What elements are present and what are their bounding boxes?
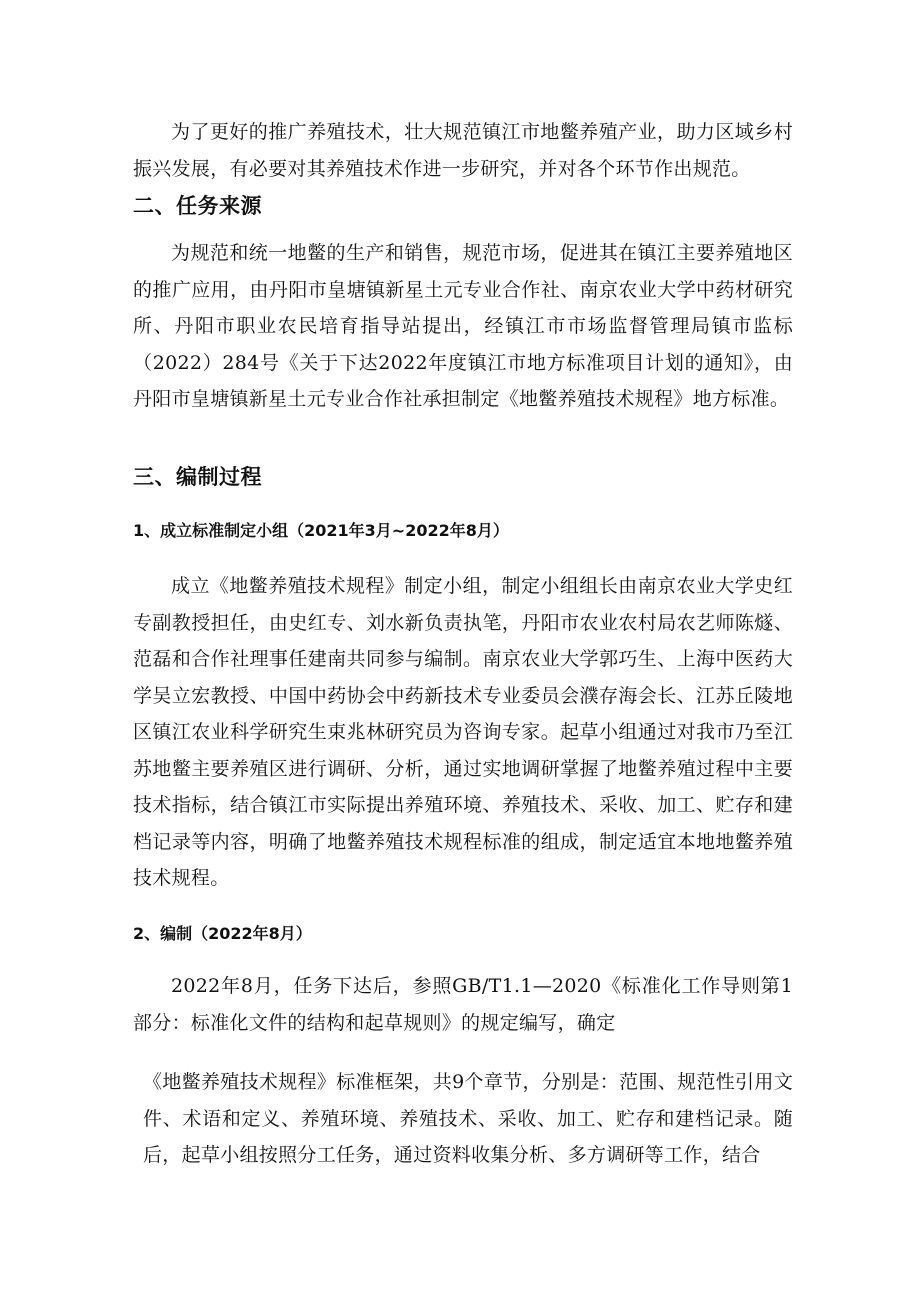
drafting-paragraph-part-1: 2022年8月，任务下达后，参照GB/T1.1—2020《标准化工作导则第1部分：标准化文件的结构和起草规则》的规定编写，确定 [133,975,793,1034]
subsection-heading-working-group: 1、成立标准制定小组（2021年3月~2022年8月） [133,521,509,540]
subsection-heading-drafting: 2、编制（2022年8月） [133,924,312,943]
working-group-paragraph: 成立《地鳖养殖技术规程》制定小组，制定小组组长由南京农业大学史红专副教授担任，由史红专、刘水新负责执笔，丹阳市农业农村局农艺师陈燧、范磊和合作社理事任建南共同参与编制。南京农业大学郭巧生、上海中医药大学吴立宏教授、中国中药协会中药新技术专业委员会濮存海会长、江苏丘陵地区镇江农业科学研究生束兆林研究员为咨询专家。起草小组通过对我市乃至江苏地鳖主要养殖区进行调研、分析，通过实地调研掌握了地鳖养殖过程中主要技术指标，结合镇江市实际提出养殖环境、养殖技术、采收、加工、贮存和建档记录等内容，明确了地鳖养殖技术规程标准的组成，制定适宜本地地鳖养殖技术规程。 [133,575,793,889]
intro-paragraph: 为了更好的推广养殖技术，壮大规范镇江市地鳖养殖产业，助力区域乡村振兴发展，有必要对其养殖技术作进一步研究，并对各个环节作出规范。 [133,121,793,180]
section-heading-compilation-process: 三、编制过程 [133,465,262,489]
task-source-paragraph: 为规范和统一地鳖的生产和销售，规范市场，促进其在镇江主要养殖地区的推广应用，由丹阳市皇塘镇新星土元专业合作社、南京农业大学中药材研究所、丹阳市职业农民培育指导站提出，经镇江市市场监督管理局镇市监标（2022）284号《关于下达2022年度镇江市地方标准项目计划的通知》，由丹阳市皇塘镇新星土元专业合作社承担制定《地鳖养殖技术规程》地方标准。 [133,242,793,410]
section-heading-task-source: 二、任务来源 [133,194,262,218]
drafting-paragraph-part-2: 《地鳖养殖技术规程》标准框架，共9个章节，分别是：范围、规范性引用文件、术语和定义、养殖环境、养殖技术、采收、加工、贮存和建档记录。随后，起草小组按照分工任务，通过资料收集分析、多方调研等工作，结合 [143,1071,793,1166]
